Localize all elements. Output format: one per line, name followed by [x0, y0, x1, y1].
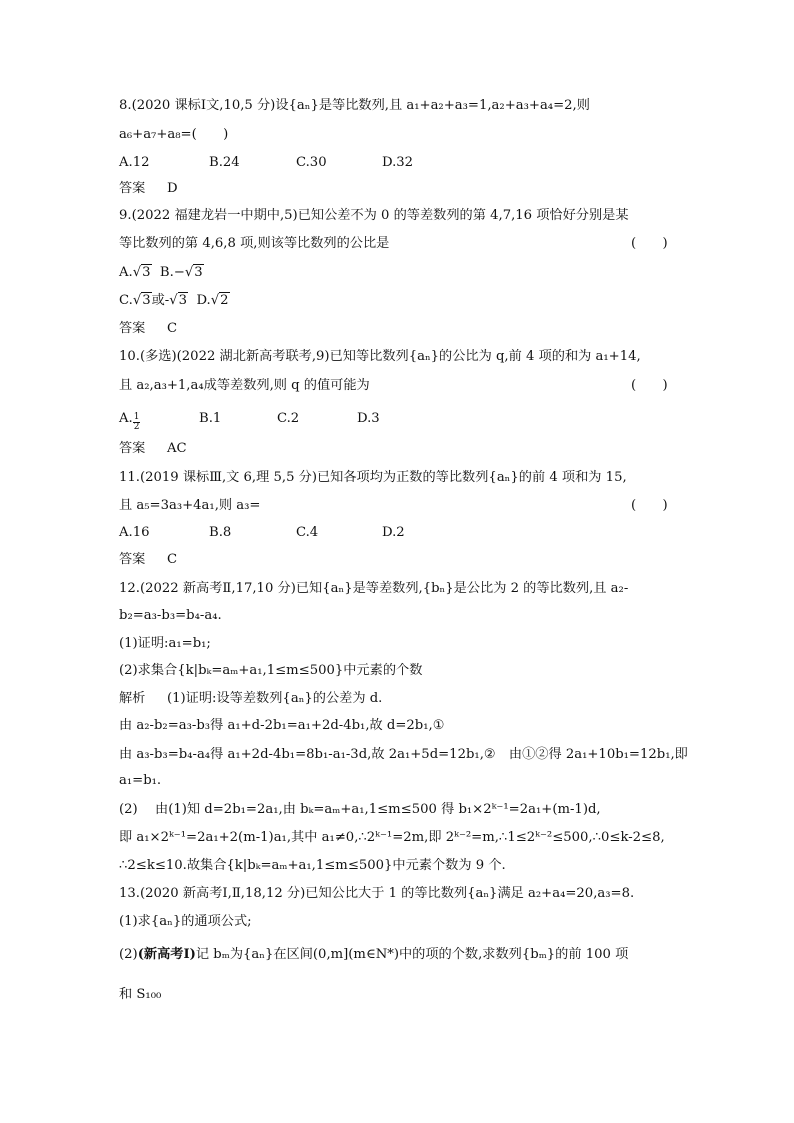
radicand: 2 [220, 293, 229, 308]
q11-answer-blank: ( ) [631, 498, 668, 513]
q12-solution-line7: ∴2≤k≤10.故集合{k|bₖ=aₘ+a₁,1≤m≤500}中元素个数为 9 个. [119, 858, 506, 873]
q10-option-a-fraction [133, 413, 141, 432]
q8-option-b: B.24 [209, 155, 240, 170]
q9-option-c-sqrt1: √3 [132, 293, 151, 308]
q11-answer [119, 551, 177, 569]
q11-option-c: C.4 [296, 525, 319, 540]
q11-option-a: A.16 [119, 525, 150, 540]
q11-stem-line1: 11.(2019 课标Ⅲ,文 6,理 5,5 分)已知各项均为正数的等比数列{aₙ}的前 4 项和为 15, [119, 470, 627, 485]
answer-label: 答案 [119, 181, 146, 196]
q12-solution-line5: (2) 由(1)知 d=2b₁=2a₁,由 bₖ=aₘ+a₁,1≤m≤500 得 b₁×2ᵏ⁻¹=2a₁+(m-1)d, [119, 802, 601, 817]
q12-solution-text1: (1)证明:设等差数列{aₙ}的公差为 d. [167, 691, 383, 706]
q9-option-a-label: A. [119, 265, 133, 280]
q12-part2: (2)求集合{k|bₖ=aₘ+a₁,1≤m≤500}中元素的个数 [119, 663, 423, 678]
q8-answer-value: D [167, 181, 178, 196]
q9-stem-line1: 9.(2022 福建龙岩一中期中,5)已知公差不为 0 的等差数列的第 4,7,16 项恰好分别是某 [119, 208, 629, 223]
q8-answer [119, 180, 178, 198]
q10-option-c: C.2 [277, 411, 300, 426]
q12-solution-line2: 由 a₂-b₂=a₃-b₃得 a₁+d-2b₁=a₁+2d-4b₁,故 d=2b₁,① [119, 718, 445, 733]
q9-options-ab [119, 264, 204, 282]
q10-stem-line2 [119, 377, 668, 395]
q10-options [119, 410, 380, 432]
answer-label: 答案 [119, 552, 146, 567]
q10-option-d: D.3 [357, 411, 380, 426]
q11-option-b: B.8 [209, 525, 232, 540]
q13-part2-prefix: (2) [119, 947, 138, 962]
q9-answer [119, 320, 177, 338]
q13-part2 [119, 946, 628, 964]
q10-answer-value: AC [167, 441, 187, 456]
q12-solution-line1 [119, 690, 382, 708]
radicand: 3 [142, 265, 151, 280]
q8-stem-line1: 8.(2020 课标Ⅰ文,10,5 分)设{aₙ}是等比数列,且 a₁+a₂+a₃=1,a₂+a₃+a₄=2,则 [119, 98, 590, 113]
q10-answer-blank: ( ) [631, 378, 668, 393]
q9-option-b-label: B.− [159, 265, 185, 280]
fraction-denominator: 2 [133, 422, 140, 432]
radicand: 3 [194, 265, 203, 280]
q9-stem-line2 [119, 235, 668, 253]
q10-option-a [119, 410, 199, 432]
q12-solution-line4: a₁=b₁. [119, 773, 162, 788]
q9-option-b-sqrt: √3 [184, 265, 203, 280]
radicand: 3 [142, 293, 151, 308]
q10-option-a-label: A. [119, 411, 133, 426]
q13-stem-line1: 13.(2020 新高考Ⅰ,Ⅱ,18,12 分)已知公比大于 1 的等比数列{aₙ}满足 a₂+a₄=20,a₃=8. [119, 886, 635, 901]
q9-option-c-mid: 或- [151, 293, 170, 308]
q8-stem-line2: a₆+a₇+a₈=( ) [119, 127, 229, 142]
q10-option-b: B.1 [199, 411, 222, 426]
q8-option-a: A.12 [119, 155, 150, 170]
q9-option-d-sqrt: √2 [210, 293, 229, 308]
q9-answer-blank: ( ) [631, 236, 668, 251]
q12-solution-line3: 由 a₃-b₃=b₄-a₄得 a₁+2d-4b₁=8b₁-a₁-3d,故 2a₁+5d=12b₁,② 由①②得 2a₁+10b₁=12b₁,即 [119, 747, 688, 762]
q9-stem-line2-text: 等比数列的第 4,6,8 项,则该等比数列的公比是 [119, 236, 390, 251]
q10-answer [119, 440, 187, 458]
fraction-numerator: 1 [133, 412, 140, 422]
q9-option-c-label: C. [119, 293, 133, 308]
q9-option-c-sqrt2: √3 [169, 293, 188, 308]
q11-answer-value: C [167, 552, 178, 567]
solution-label: 解析 [119, 691, 146, 706]
q13-part1: (1)求{aₙ}的通项公式; [119, 914, 252, 929]
q13-part2-tag: (新高考Ⅰ) [137, 947, 196, 962]
q11-option-d: D.2 [382, 525, 405, 540]
q9-option-d-label: D. [196, 293, 211, 308]
q12-solution-line6: 即 a₁×2ᵏ⁻¹=2a₁+2(m-1)a₁,其中 a₁≠0,∴2ᵏ⁻¹=2m,即 2ᵏ⁻²=m,∴1≤2ᵏ⁻²≤500,∴0≤k-2≤8, [119, 830, 665, 845]
answer-label: 答案 [119, 441, 146, 456]
q12-part1: (1)证明:a₁=b₁; [119, 636, 211, 651]
q10-stem-line2-text: 且 a₂,a₃+1,a₄成等差数列,则 q 的值可能为 [119, 378, 370, 393]
q9-option-a-sqrt: √3 [132, 265, 151, 280]
q8-option-d: D.32 [382, 155, 414, 170]
q11-options [119, 524, 405, 542]
q11-stem-line2 [119, 497, 668, 515]
q10-stem-line1: 10.(多选)(2022 湖北新高考联考,9)已知等比数列{aₙ}的公比为 q,前 4 项的和为 a₁+14, [119, 349, 641, 364]
q8-option-c: C.30 [296, 155, 327, 170]
q9-answer-value: C [167, 321, 178, 336]
q12-stem-line1: 12.(2022 新高考Ⅱ,17,10 分)已知{aₙ}是等差数列,{bₙ}是公比为 2 的等比数列,且 a₂- [119, 581, 629, 596]
q9-options-cd [119, 292, 230, 310]
radicand: 3 [178, 293, 188, 308]
q13-part2-text: 记 bₘ为{aₙ}在区间(0,m](m∈N*)中的项的个数,求数列{bₘ}的前 100 项 [195, 947, 629, 962]
q13-part2-line2: 和 S₁₀₀ [119, 987, 162, 1002]
answer-label: 答案 [119, 321, 146, 336]
q12-stem-line2: b₂=a₃-b₃=b₄-a₄. [119, 608, 222, 623]
q8-options [119, 154, 413, 172]
q11-stem-line2-text: 且 a₅=3a₃+4a₁,则 a₃= [119, 498, 261, 513]
